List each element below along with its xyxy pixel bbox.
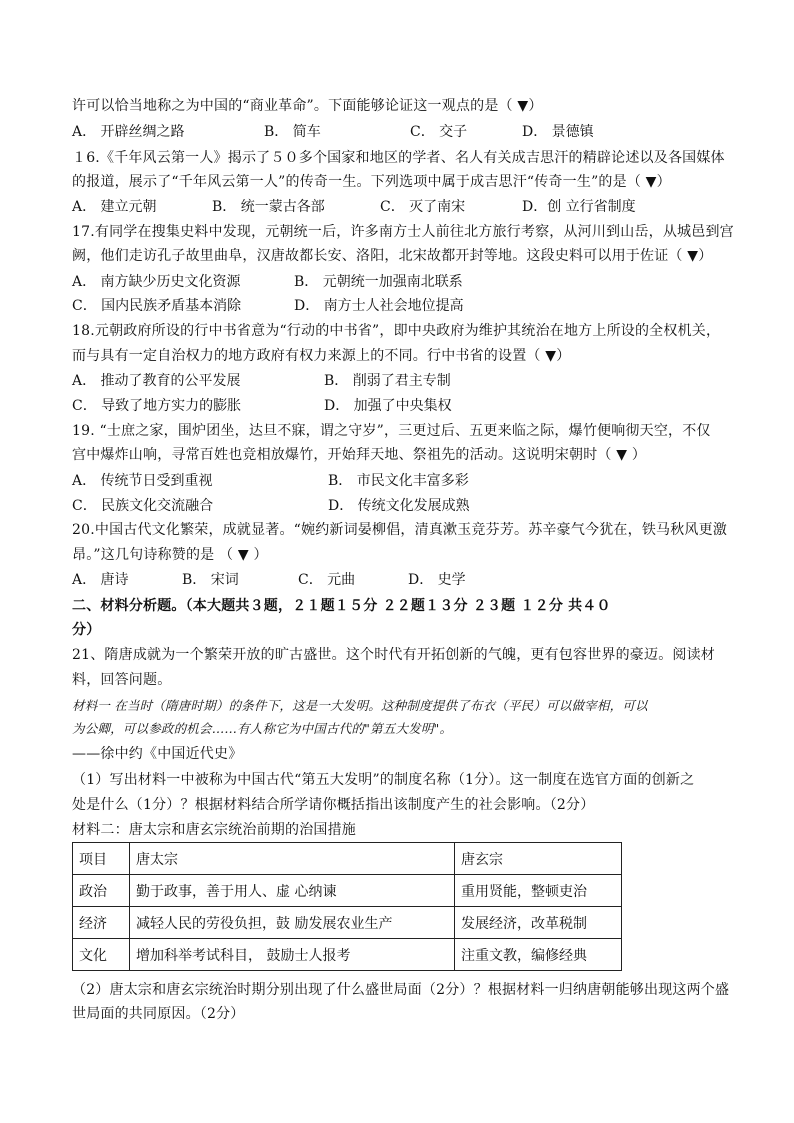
q18-option-b[interactable]: B． 削弱了君主专制 xyxy=(324,373,451,389)
q18-option-a[interactable]: A． 推动了教育的公平发展 xyxy=(72,373,241,389)
q19-option-b[interactable]: B． 市民文化丰富多彩 xyxy=(328,473,469,489)
table-cell: 政治 xyxy=(73,875,130,907)
q16-stem-2: 的报道，展示了“千年风云第一人”的传奇一生。下列选项中属于成吉思汗“传奇一生”的是（ ▼） xyxy=(72,174,671,190)
q15-option-c[interactable]: C． 交子 xyxy=(410,124,468,140)
table-header-cell: 唐太宗 xyxy=(130,843,455,875)
table-cell: 勤于政事，善于用人、虚 心纳谏 xyxy=(130,875,455,907)
section-2-heading-2: 分） xyxy=(72,622,101,638)
section-2-heading-1: 二、材料分析题。（本大题共３题，２１题１５分 ２２题１３分 ２３题 １２分 共４０ xyxy=(72,598,611,614)
q21-sub1-line-2: 处是什么（1分）？根据材料结合所学请你概括指出该制度产生的社会影响。（2分） xyxy=(72,797,595,813)
q21-stem-1: 21、隋唐成就为一个繁荣开放的旷古盛世。这个时代有开拓创新的气魄，更有包容世界的豪迈。阅读材 xyxy=(72,647,716,663)
q15-stem-tail: 许可以恰当地称之为中国的“商业革命”。下面能够论证这一观点的是（ ▼） xyxy=(72,98,543,114)
table-cell: 文化 xyxy=(73,939,130,971)
q16-option-d[interactable]: D．创 立行省制度 xyxy=(522,199,636,215)
q17-option-a[interactable]: A． 南方缺少历史文化资源 xyxy=(72,274,241,290)
q17-option-c[interactable]: C． 国内民族矛盾基本消除 xyxy=(72,298,242,314)
table-cell: 注重文教，编修经典 xyxy=(455,939,622,971)
table-row xyxy=(73,907,622,939)
q19-stem-2: 宫中爆炸山响，寻常百姓也竞相放爆竹，开始拜天地、祭祖先的活动。这说明宋朝时（ ▼ ） xyxy=(72,447,647,463)
q19-option-c[interactable]: C． 民族文化交流融合 xyxy=(72,498,214,514)
table-cell: 发展经济，改革税制 xyxy=(455,907,622,939)
material-1-line-1: 材料一 在当时（隋唐时期）的条件下，这是一大发明。这种制度提供了布衣（平民）可以做宰相，可以 xyxy=(72,698,648,713)
q15-option-b[interactable]: B． 简车 xyxy=(264,124,321,140)
q17-stem-2: 阙，他们走访孔子故里曲阜，汉唐故都长安、洛阳，北宋故都开封等地。这段史料可以用于佐证（ ▼） xyxy=(72,248,713,264)
q18-stem-2: 而与具有一定自治权力的地方政府有权力来源上的不同。行中书省的设置（ ▼） xyxy=(72,348,571,364)
q20-option-d[interactable]: D． 史学 xyxy=(408,572,466,588)
material-2-caption: 材料二：唐太宗和唐玄宗统治前期的治国措施 xyxy=(72,822,356,838)
q15-option-a[interactable]: A． 开辟丝绸之路 xyxy=(72,124,185,140)
q20-option-c[interactable]: C． 元曲 xyxy=(298,572,356,588)
material-1-line-2: 为公卿，可以参政的机会……有人称它为中国古代的"第五大发明"。 xyxy=(72,721,453,736)
q17-option-d[interactable]: D． 南方士人社会地位提高 xyxy=(294,298,464,314)
table-row xyxy=(73,875,622,907)
q18-option-d[interactable]: D． 加强了中央集权 xyxy=(324,398,452,414)
q16-option-a[interactable]: A． 建立元朝 xyxy=(72,199,157,215)
q16-option-c[interactable]: C． 灭了南宋 xyxy=(380,199,466,215)
q19-option-a[interactable]: A． 传统节日受到重视 xyxy=(72,473,213,489)
q15-option-d[interactable]: D． 景德镇 xyxy=(522,124,594,140)
q20-stem-2: 昂。”这几句诗称赞的是 （ ▼ ） xyxy=(72,547,268,563)
q21-sub2-line-2: 世局面的共同原因。（2分） xyxy=(72,1006,245,1022)
table-header-row xyxy=(73,843,622,875)
q20-option-b[interactable]: B． 宋词 xyxy=(182,572,239,588)
q21-sub2-line-1: （2）唐太宗和唐玄宗统治时期分别出现了什么盛世局面（2分）？根据材料一归纳唐朝能够出现这两个盛 xyxy=(72,982,730,998)
q16-stem-1: １6.《千年风云第一人》揭示了５０多个国家和地区的学者、名人有关成吉思汗的精辟论述以及各国媒体 xyxy=(72,150,725,166)
table-cell: 重用贤能，整顿吏治 xyxy=(455,875,622,907)
measures-table xyxy=(72,842,622,971)
table-cell: 经济 xyxy=(73,907,130,939)
q17-stem-1: 17.有同学在搜集史料中发现，元朝统一后，许多南方士人前往北方旅行考察，从河川到山岳，从城邑到宫 xyxy=(72,224,734,240)
q19-option-d[interactable]: D． 传统文化发展成熟 xyxy=(328,498,470,514)
q20-option-a[interactable]: A． 唐诗 xyxy=(72,572,129,588)
table-cell: 增加科举考试科目， 鼓励士人报考 xyxy=(130,939,455,971)
table-header-cell: 项目 xyxy=(73,843,130,875)
table-row xyxy=(73,939,622,971)
q19-stem-1: 19. “士庶之家，围炉团坐，达旦不寐，谓之守岁”，三更过后、五更来临之际，爆竹便响彻天空，不仅 xyxy=(72,423,711,439)
q18-option-c[interactable]: C． 导致了地方实力的膨胀 xyxy=(72,398,242,414)
q21-sub1-line-1: （1）写出材料一中被称为中国古代“第五大发明”的制度名称（1分）。这一制度在选官方面的创新之 xyxy=(72,772,695,788)
q16-option-b[interactable]: B． 统一蒙古各部 xyxy=(212,199,325,215)
q21-stem-2: 料，回答问题。 xyxy=(72,672,172,688)
table-header-cell: 唐玄宗 xyxy=(455,843,622,875)
table-cell: 减轻人民的劳役负担，鼓 励发展农业生产 xyxy=(130,907,455,939)
q20-stem-1: 20.中国古代文化繁荣，成就显著。“婉约新词晏柳倡，清真漱玉竞芬芳。苏辛豪气今犹在，铁马秋风更激 xyxy=(72,522,728,538)
q17-option-b[interactable]: B． 元朝统一加强南北联系 xyxy=(294,274,463,290)
q18-stem-1: 18.元朝政府所设的行中书省意为“行动的中书省”，即中央政府为维护其统治在地方上所设的全权机关， xyxy=(72,323,721,339)
material-1-source: ——徐中约《中国近代史》 xyxy=(72,746,243,762)
